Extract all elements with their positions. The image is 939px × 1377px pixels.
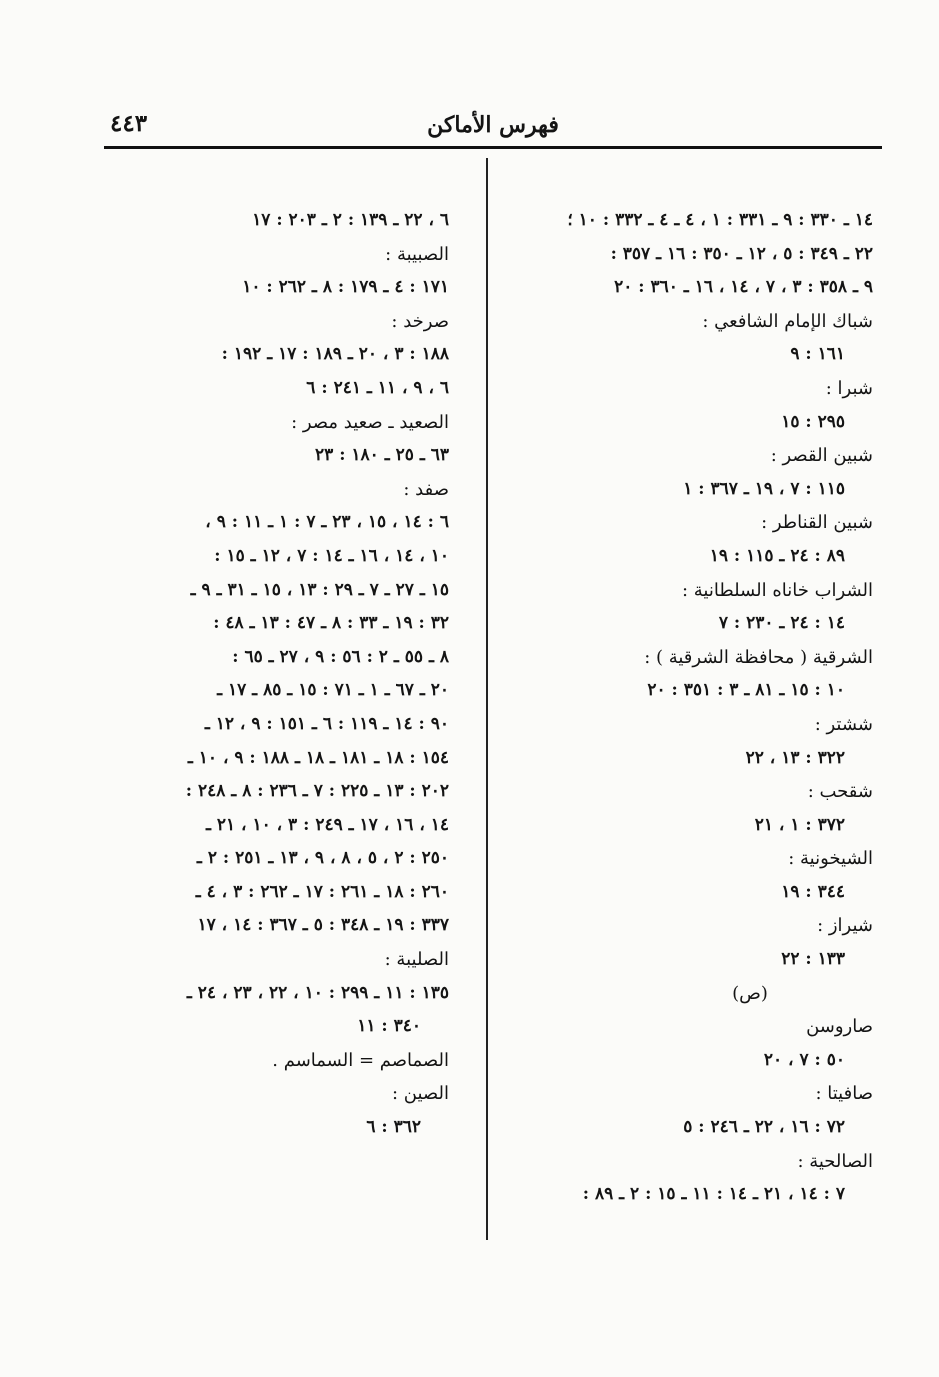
index-heading: شبين القصر : xyxy=(770,445,873,467)
index-line: ٢٥٠ : ٢ ، ٥ ، ٨ ، ٩ ، ١٣ ـ ٢٥١ : ٢ ـ xyxy=(196,848,449,869)
index-line: ٩ ـ ٣٥٨ : ٣ ، ٧ ، ١٤ ، ١٦ ـ ٣٦٠ : ٢٠ xyxy=(614,277,873,298)
page-header xyxy=(104,104,882,149)
index-heading: الصليبة : xyxy=(384,949,449,971)
index-line: ١٥ ـ ٢٧ ـ ٧ ـ ٢٩ : ١٣ ، ١٥ ـ ٣١ ـ ٩ ـ xyxy=(190,579,449,600)
index-heading: الصعيد ـ صعيد مصر : xyxy=(291,411,449,433)
index-heading: صاروسن xyxy=(806,1016,873,1038)
index-line: ٦ : ١٤ ، ١٥ ، ٢٣ ـ ٧ : ١ ـ ١١ : ٩ ، xyxy=(205,512,449,533)
index-heading: شقحب : xyxy=(807,781,873,803)
index-heading: شيراز : xyxy=(817,915,873,937)
index-line: ٦ ، ٢٢ ـ ١٣٩ : ٢ ـ ٢٠٣ : ١٧ xyxy=(252,210,449,230)
index-line: ٦ ، ٩ ، ١١ ـ ٢٤١ : ٦ xyxy=(306,377,449,398)
index-heading: شبين القناطر : xyxy=(761,512,873,534)
index-heading: صرخد : xyxy=(391,310,449,332)
index-line: ٣٢ : ١٩ ـ ٣٣ : ٨ ـ ٤٧ : ١٣ ـ ٤٨ : xyxy=(213,613,449,634)
index-line: ٣٤٠ : ١١ xyxy=(357,1016,421,1037)
index-line: ١١٥ : ٧ ، ١٩ ـ ٣٦٧ : ١ xyxy=(683,478,845,499)
page-title: فهرس الأماكن xyxy=(427,112,559,138)
index-line: ٢٦٠ : ١٨ ـ ٢٦١ : ١٧ ـ ٢٦٢ : ٣ ، ٤ ـ xyxy=(195,881,449,902)
index-line: ١٤ : ٢٤ ـ ٢٣٠ : ٧ xyxy=(718,613,845,634)
index-line: ٣٧٢ : ١ ، ٢١ xyxy=(754,814,845,835)
index-line: ٩٠ : ١٤ ـ ١١٩ : ٦ ـ ١٥١ : ٩ ، ١٢ ـ xyxy=(204,713,449,734)
index-line: ٢٢ ـ ٣٤٩ : ٥ ، ١٢ ـ ٣٥٠ : ١٦ ـ ٣٥٧ : xyxy=(610,243,873,264)
index-heading: الصين : xyxy=(391,1083,449,1105)
index-heading: الشيخونية : xyxy=(788,848,873,870)
index-heading: ششتر : xyxy=(814,713,873,735)
index-heading: شباك الإمام الشافعي : xyxy=(702,310,873,332)
index-heading: الصماصم = السماسم . xyxy=(272,1049,449,1071)
index-line: ٣٤٤ : ١٩ xyxy=(781,881,845,902)
index-line: ١٧١ : ٤ ـ ١٧٩ : ٨ ـ ٢٦٢ : ١٠ xyxy=(242,277,449,298)
index-line: ٢٠ ـ ٦٧ ـ ١ ـ ٧١ : ١٥ ـ ٨٥ ـ ١٧ ـ xyxy=(217,680,449,701)
index-heading: شبرا : xyxy=(825,377,873,399)
index-line: ١٤ ـ ٣٣٠ : ٩ ـ ٣٣١ : ١ ، ٤ ـ ٤ ـ ٣٣٢ : ١٠ ؛ xyxy=(567,210,873,230)
index-line: ١٠ : ١٥ ـ ٨١ ـ ٣ : ٣٥١ : ٢٠ xyxy=(647,680,845,701)
index-line: ١٠ ، ١٤ ، ١٦ ـ ١٤ : ٧ ، ١٢ ـ ١٥ : xyxy=(214,545,449,566)
index-heading: الشرقية ( محافظة الشرقية ) : xyxy=(644,646,873,668)
page-number: ٤٤٣ xyxy=(110,110,148,137)
index-line: ١٥٤ : ١٨ ـ ١٨١ ـ ١٨ ـ ١٨٨ : ٩ ، ١٠ ـ xyxy=(187,747,449,768)
index-line: ٥٠ : ٧ ، ٢٠ xyxy=(763,1049,845,1070)
index-line: ٣٦٢ : ٦ xyxy=(366,1117,421,1138)
index-line: ٧٢ : ١٦ ، ٢٢ ـ ٢٤٦ : ٥ xyxy=(683,1117,845,1138)
left-column xyxy=(69,204,449,1145)
index-line: ٢٠٢ : ١٣ ـ ٢٢٥ : ٧ ـ ٢٣٦ : ٨ ـ ٢٤٨ : xyxy=(185,781,449,802)
index-line: ١٤ ، ١٦ ، ١٧ ـ ٢٤٩ : ٣ ، ١٠ ، ٢١ ـ xyxy=(205,814,449,835)
index-line: ١٣٣ : ٢٢ xyxy=(781,949,845,970)
right-column xyxy=(487,204,873,1212)
index-line: ٦٣ ـ ٢٥ ـ ١٨٠ : ٢٣ xyxy=(315,445,449,466)
index-line: ٨ ـ ٥٥ ـ ٢ : ٥٦ : ٩ ، ٢٧ ـ ٦٥ : xyxy=(232,646,449,667)
index-line: ٢٩٥ : ١٥ xyxy=(781,411,845,432)
index-line: ٧ : ١٤ ، ٢١ ـ ١٤ : ١١ ـ ١٥ : ٢ ـ ٨٩ : xyxy=(582,1184,845,1205)
index-heading: صافيتا : xyxy=(815,1083,873,1105)
index-line: ٨٩ : ٢٤ ـ ١١٥ : ١٩ xyxy=(709,545,845,566)
index-heading: صفد : xyxy=(403,478,449,500)
index-line: ٣٢٢ : ١٣ ، ٢٢ xyxy=(745,747,845,768)
index-line: ١٣٥ : ١١ ـ ٢٩٩ : ١٠ ، ٢٢ ، ٢٣ ، ٢٤ ـ xyxy=(186,982,449,1003)
index-line: ٣٣٧ : ١٩ ـ ٣٤٨ : ٥ ـ ٣٦٧ : ١٤ ، ١٧ xyxy=(197,915,449,936)
index-line: ١٨٨ : ٣ ، ٢٠ ـ ١٨٩ : ١٧ ـ ١٩٢ : xyxy=(221,344,449,365)
index-heading: الصالحية : xyxy=(797,1150,873,1172)
section-letter: (ص) xyxy=(732,982,768,1004)
index-heading: الشراب خاناه السلطانية : xyxy=(681,579,873,601)
index-heading: الصبيبة : xyxy=(385,243,449,265)
index-line: ١٦١ : ٩ xyxy=(790,344,845,365)
